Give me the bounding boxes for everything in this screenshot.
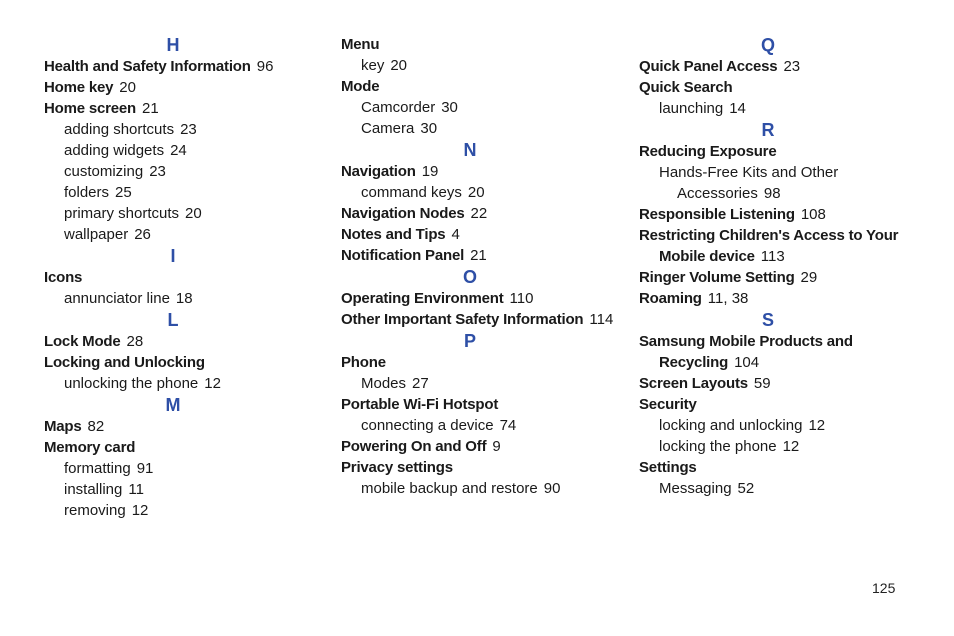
index-subentry: removing 12 [64, 502, 149, 519]
index-entry-continued: Mobile device 113 [659, 248, 785, 265]
section-letter-p: P [463, 331, 476, 351]
index-subentry: adding widgets 24 [64, 142, 187, 159]
index-entry: Powering On and Off 9 [341, 438, 501, 455]
index-entry: Notification Panel 21 [341, 247, 487, 264]
index-subentry: adding shortcuts 23 [64, 121, 197, 138]
index-subentry: Camcorder 30 [361, 99, 458, 116]
index-entry: Icons [44, 269, 83, 286]
index-subentry: customizing 23 [64, 163, 166, 180]
index-subentry: mobile backup and restore 90 [361, 480, 561, 497]
index-entry: Lock Mode 28 [44, 333, 144, 350]
section-letter-h: H [166, 35, 180, 55]
index-subentry-continued: Accessories 98 [677, 185, 781, 202]
section-letter-s: S [761, 310, 774, 330]
index-entry: Privacy settings [341, 459, 453, 476]
index-column-2 [341, 34, 621, 499]
index-subentry: key 20 [361, 57, 408, 74]
index-subentry: Hands-Free Kits and Other [659, 164, 839, 181]
index-entry: Notes and Tips 4 [341, 226, 460, 243]
index-entry: Security [639, 396, 697, 413]
index-entry: Screen Layouts 59 [639, 375, 771, 392]
index-entry: Home screen 21 [44, 100, 159, 117]
index-column-3 [639, 34, 929, 499]
index-entry: Navigation Nodes 22 [341, 205, 488, 222]
index-entry: Navigation 19 [341, 163, 439, 180]
index-subentry: folders 25 [64, 184, 132, 201]
index-entry: Settings [639, 459, 697, 476]
index-entry: Home key 20 [44, 79, 136, 96]
index-subentry: locking and unlocking 12 [659, 417, 826, 434]
index-entry: Ringer Volume Setting 29 [639, 269, 818, 286]
section-letter-o: O [462, 267, 477, 287]
index-subentry: locking the phone 12 [659, 438, 800, 455]
index-entry: Portable Wi-Fi Hotspot [341, 396, 499, 413]
index-subentry: wallpaper 26 [64, 226, 151, 243]
index-subentry: command keys 20 [361, 184, 485, 201]
index-entry: Other Important Safety Information 114 [341, 311, 614, 328]
index-entry: Samsung Mobile Products and [639, 333, 853, 350]
index-entry: Responsible Listening 108 [639, 206, 826, 223]
section-letter-i: I [170, 246, 176, 266]
section-letter-l: L [167, 310, 179, 330]
index-entry: Mode [341, 78, 380, 95]
index-subentry: launching 14 [659, 100, 746, 117]
index-entry: Maps 82 [44, 418, 105, 435]
index-subentry: connecting a device 74 [361, 417, 517, 434]
index-entry: Health and Safety Information 96 [44, 58, 274, 75]
index-subentry: Modes 27 [361, 375, 429, 392]
index-subentry: Messaging 52 [659, 480, 755, 497]
section-letter-m: M [165, 395, 181, 415]
index-entry: Memory card [44, 439, 136, 456]
index-entry-continued: Recycling 104 [659, 354, 760, 371]
section-letter-r: R [761, 120, 775, 140]
section-letter-n: N [463, 140, 477, 160]
index-entry: Menu [341, 36, 380, 53]
index-subentry: formatting 91 [64, 460, 154, 477]
section-letter-q: Q [760, 35, 775, 55]
index-column-1 [44, 34, 304, 521]
index-entry: Quick Search [639, 79, 733, 96]
index-subentry: installing 11 [64, 481, 144, 498]
index-entry: Restricting Children's Access to Your [639, 227, 899, 244]
index-entry: Roaming 11, 38 [639, 290, 749, 307]
index-subentry: annunciator line 18 [64, 290, 193, 307]
index-entry: Phone [341, 354, 386, 371]
index-entry: Quick Panel Access 23 [639, 58, 801, 75]
index-subentry: Camera 30 [361, 120, 438, 137]
index-subentry: primary shortcuts 20 [64, 205, 202, 222]
page-number: 125 [872, 580, 896, 596]
index-subentry: unlocking the phone 12 [64, 375, 221, 392]
index-entry: Locking and Unlocking [44, 354, 205, 371]
index-entry: Operating Environment 110 [341, 290, 534, 307]
index-entry: Reducing Exposure [639, 143, 777, 160]
